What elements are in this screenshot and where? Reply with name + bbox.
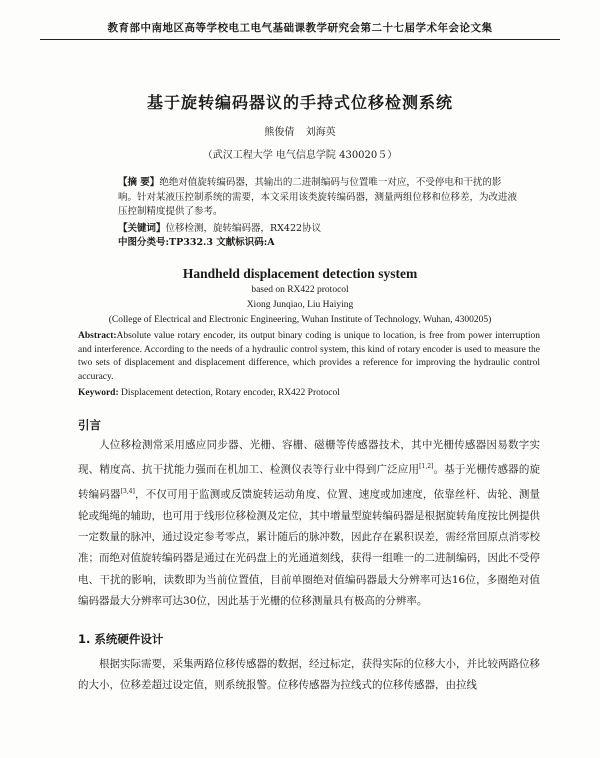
english-title: Handheld displacement detection system [182,266,418,281]
introduction-paragraph [78,435,540,612]
chinese-authors: 熊俊倩 刘海英 [264,127,336,138]
english-subtitle: based on RX422 protocol [251,285,349,295]
running-header: 教育部中南地区高等学校电工电气基础课教学研究会第二十七届学术年会论文集 [40,20,560,40]
chinese-abstract-text: 绝绝对值旋转编码器，其输出的二进制编码与位置唯一对应，不受停电和干扰的影响。针对某液压控制系统的需要，本文采用该类旋转编码器，测量两组位移和位移差，为改进液压控制精度提供了参考。 [118,177,518,217]
introduction-heading: 引言 [78,418,101,432]
chinese-abstract-label: 【摘 要】 [118,177,160,188]
section-1-paragraph: 根据实际需要，采集两路位移传感器的数据，经过标定，获得实际的位移大小，并比较两路位移的大小，位移差超过设定值，则系统报警。位移传感器为拉线式的位移传感器，由拉线 [78,658,540,692]
chinese-keywords [118,222,518,237]
citation-1-2: [1,2] [419,463,434,471]
english-authors: Xiong Junqiao, Liu Haiying [246,300,354,310]
english-abstract-label: Abstract: [78,331,117,341]
chinese-keywords-label: 【关键词】 [118,223,166,234]
english-abstract-text: Absolute value rotary encoder, its output binary coding is unique to location, is free from power interruption and interference. According to the needs of a hydraulic control system, this kind of rotary encoder is used to measure the two sets of displacement and displacement difference, which provides a reference for improving the hydraulic control accuracy. [78,331,540,382]
english-abstract [78,330,540,384]
intro-text-b: 。基于光栅传感器的旋转编码器 [78,463,541,501]
intro-text-c: ，不仅可用于监测或反馈旋转运动角度、位置、速度或加速度，依靠丝杆、齿轮、测量轮或绳绳的辅助，也可用于线形位移检测及定位，其中增量型旋转编码器是根据旋转角度按比例提供一定数量的脉冲，通过设定参考零点，累计随后的脉冲数，因此存在累积误差，需经常回原点消零校准；而绝对值旋转编码器是通过在光码盘上的光通道刻线，获得一组唯一的二进制编码，因此不受停电、干扰的影响，读数即为当前位置值，目前单圈绝对值编码器最大分辨率可达16位，多圈绝对值编码器最大分辨率可达30位，因此基于光栅的位移测量具有极高的分辨率。 [78,488,541,608]
section-1-heading: 1. 系统硬件设计 [78,632,164,646]
classification-code: 中图分类号:TP332.3 文献标识码:A [118,237,275,248]
chinese-keywords-text: 位移检测，旋转编码器，RX422协议 [165,223,322,234]
intro-text-a: 人位移检测常采用感应同步器、光栅、容栅、磁栅等传感器技术，其中光栅传感器因易数字实现、精度高、抗干扰能力强而在机加工、检测仪表等行业中得到广泛应用 [78,439,540,476]
chinese-abstract [118,176,518,220]
chinese-title: 基于旋转编码器议的手持式位移检测系统 [146,93,453,112]
english-keywords-text: Displacement detection, Rotary encoder, RX422 Protocol [118,388,340,398]
english-keywords-label: Keyword: [78,388,119,398]
english-keywords [78,388,540,398]
chinese-affiliation: （武汉工程大学 电气信息学院 430020５） [202,150,398,161]
english-affiliation: (College of Electrical and Electronic Engineering, Wuhan Institute of Technology, Wuhan, 4300205) [108,315,492,325]
citation-3-4: [3,4] [120,488,135,496]
